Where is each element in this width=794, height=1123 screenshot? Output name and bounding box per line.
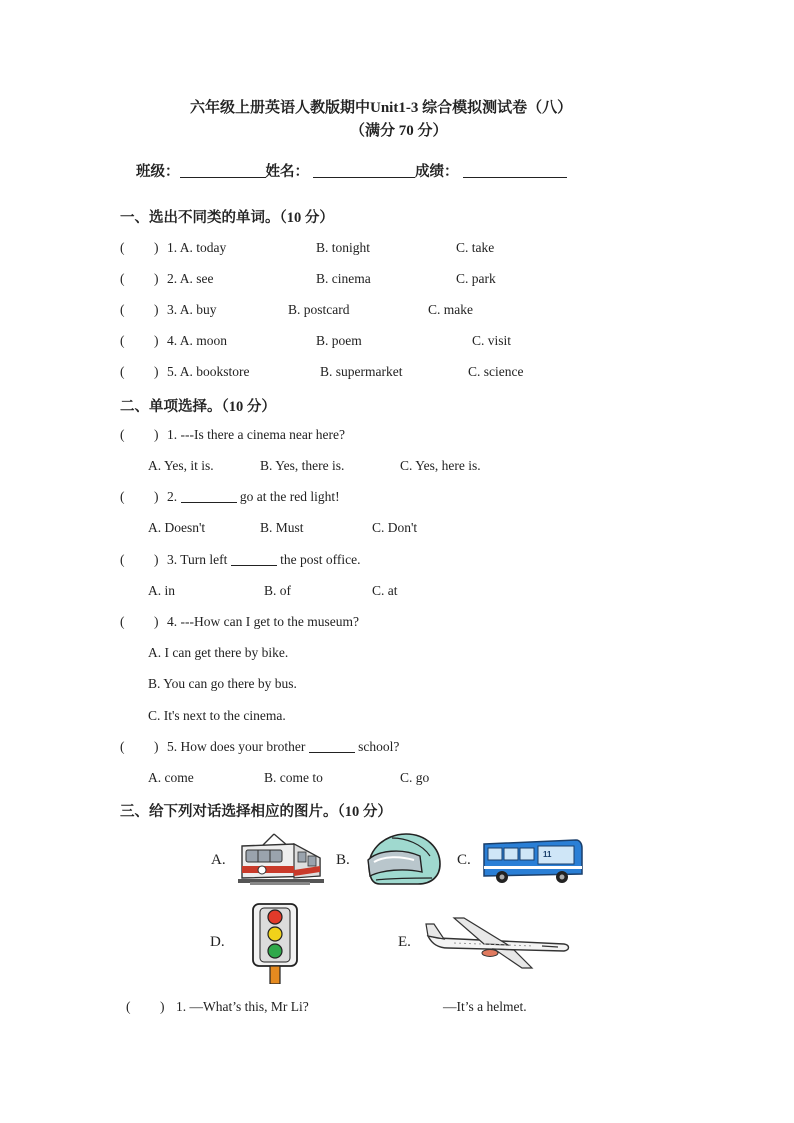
option-b: B. Must (260, 520, 304, 535)
picture-label-a: A. (211, 852, 226, 868)
helmet-picture[interactable] (362, 830, 444, 890)
page-subtitle: （满分 70 分） (350, 123, 448, 139)
paren-open[interactable]: ( (120, 552, 125, 567)
option-c: C. Yes, here is. (400, 458, 481, 473)
section2-heading: 二、单项选择。（10 分） (120, 399, 276, 415)
picture-label-b: B. (336, 852, 350, 868)
option-b: B. supermarket (320, 364, 403, 379)
paren-close: ) (154, 271, 159, 286)
airplane-picture[interactable] (424, 914, 572, 970)
bus-picture[interactable] (480, 836, 584, 884)
option-b: B. come to (264, 770, 323, 785)
option-b: B. cinema (316, 271, 371, 286)
option-c: C. at (372, 583, 398, 598)
option-c: C. It's next to the cinema. (148, 708, 286, 723)
question-text (167, 552, 361, 568)
paren-open[interactable]: ( (120, 489, 125, 504)
picture-label-d: D. (210, 934, 225, 950)
picture-label-e: E. (398, 934, 411, 950)
option-a: A. come (148, 770, 194, 785)
question-rest: the post office. (280, 552, 361, 567)
option-c: C. visit (472, 333, 512, 348)
option-a: 1. A. today (167, 240, 227, 255)
answer-blank[interactable] (309, 740, 355, 753)
option-c: C. Don't (372, 520, 418, 535)
paren-open[interactable]: ( (120, 333, 125, 348)
info-line (136, 160, 567, 181)
paren-close: ) (154, 302, 159, 317)
paren-close: ) (154, 614, 159, 629)
option-c: C. make (428, 302, 473, 317)
option-c: C. go (400, 770, 430, 785)
option-c: C. science (468, 364, 524, 379)
bus-number: 11 (543, 850, 552, 859)
dialogue-question: 1. —What’s this, Mr Li? (176, 999, 309, 1014)
paren-open[interactable]: ( (120, 739, 125, 754)
option-a: A. I can get there by bike. (148, 645, 289, 660)
question-rest: school? (358, 739, 400, 754)
option-c: C. park (456, 271, 496, 286)
option-c: C. take (456, 240, 495, 255)
class-label: 班级： (136, 164, 180, 180)
paren-close: ) (154, 552, 159, 567)
paren-close: ) (154, 333, 159, 348)
option-a: A. in (148, 583, 175, 598)
paren-close: ) (154, 427, 159, 442)
option-a: 3. A. buy (167, 302, 217, 317)
paren-open[interactable]: ( (120, 240, 125, 255)
answer-blank[interactable] (181, 490, 237, 503)
option-b: B. poem (316, 333, 362, 348)
option-b: B. You can go there by bus. (148, 676, 297, 691)
name-label: 姓名： (265, 164, 309, 180)
paren-close: ) (154, 240, 159, 255)
dialogue-answer: —It’s a helmet. (443, 999, 527, 1014)
question-pre: 3. Turn left (167, 552, 228, 567)
question-number: 2. (167, 489, 178, 504)
option-a: A. Doesn't (148, 520, 206, 535)
option-a: A. Yes, it is. (148, 458, 214, 473)
option-b: B. of (264, 583, 291, 598)
question-text: 4. ---How can I get to the museum? (167, 614, 359, 629)
paren-close: ) (160, 999, 165, 1014)
paren-close: ) (154, 489, 159, 504)
section1-heading: 一、选出不同类的单词。（10 分） (120, 210, 334, 226)
question-text (167, 739, 399, 755)
paren-open[interactable]: ( (120, 271, 125, 286)
paren-open[interactable]: ( (126, 999, 131, 1014)
option-a: 2. A. see (167, 271, 214, 286)
page-title: 六年级上册英语人教版期中Unit1-3 综合模拟测试卷（八） (190, 100, 573, 116)
paren-close: ) (154, 364, 159, 379)
question-pre: 5. How does your brother (167, 739, 306, 754)
paren-open[interactable]: ( (120, 364, 125, 379)
question-rest: go at the red light! (239, 489, 340, 504)
score-label: 成绩： (415, 164, 459, 180)
option-b: B. tonight (316, 240, 371, 255)
option-a: 4. A. moon (167, 333, 228, 348)
option-a: 5. A. bookstore (167, 364, 250, 379)
option-b: B. postcard (288, 302, 350, 317)
traffic-light-picture[interactable] (250, 902, 300, 984)
question-text: 1. ---Is there a cinema near here? (167, 427, 346, 442)
paren-open[interactable]: ( (120, 302, 125, 317)
score-field[interactable] (463, 163, 567, 178)
picture-label-c: C. (457, 852, 471, 868)
class-field[interactable] (180, 163, 266, 178)
paren-close: ) (154, 739, 159, 754)
train-picture[interactable] (236, 832, 326, 888)
section3-heading: 三、给下列对话选择相应的图片。（10 分） (120, 804, 392, 820)
answer-blank[interactable] (231, 553, 277, 566)
question-text (167, 489, 340, 505)
paren-open[interactable]: ( (120, 614, 125, 629)
paren-open[interactable]: ( (120, 427, 125, 442)
option-b: B. Yes, there is. (260, 458, 345, 473)
name-field[interactable] (313, 163, 415, 178)
